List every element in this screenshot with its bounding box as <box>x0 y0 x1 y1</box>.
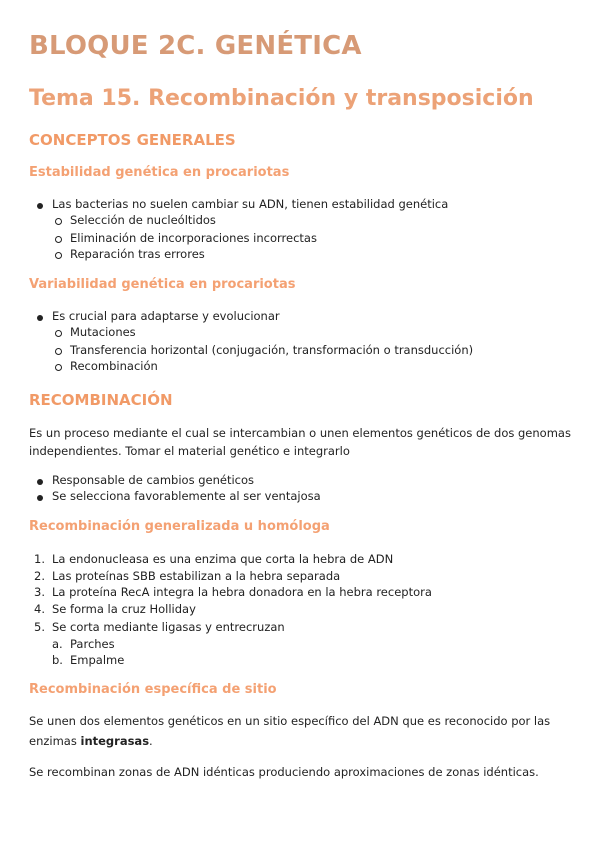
section-heading-conceptos: CONCEPTOS GENERALES <box>29 131 236 149</box>
list-item: La endonucleasa es una enzima que corta la hebra de ADN <box>52 552 394 566</box>
list-item: Transferencia horizontal (conjugación, transformación o transducción) <box>70 343 474 357</box>
list-item: Las bacterias no suelen cambiar su ADN, tienen estabilidad genética <box>52 197 449 211</box>
bullet-circle <box>55 218 62 225</box>
list-item: Mutaciones <box>70 325 136 339</box>
paragraph-line: Se recombinan zonas de ADN idénticas produciendo aproximaciones de zonas idénticas. <box>29 765 539 779</box>
list-marker: 2. <box>34 569 45 583</box>
list-marker: 1. <box>34 552 45 566</box>
list-item: Parches <box>70 637 115 651</box>
paragraph-text: enzimas <box>29 734 81 748</box>
list-marker: 5. <box>34 620 45 634</box>
subsection-heading-variabilidad: Variabilidad genética en procariotas <box>29 277 296 292</box>
list-marker: b. <box>52 653 63 667</box>
bullet-circle <box>55 364 62 371</box>
list-marker: 4. <box>34 602 45 616</box>
page-subtitle: Tema 15. Recombinación y transposición <box>29 86 534 111</box>
section-heading-recombinacion: RECOMBINACIÓN <box>29 391 173 409</box>
list-item: Eliminación de incorporaciones incorrectas <box>70 231 317 245</box>
list-item: Se forma la cruz Holliday <box>52 602 196 616</box>
bullet-dot <box>37 495 43 501</box>
subsection-heading-especifica: Recombinación específica de sitio <box>29 682 277 697</box>
list-item: Es crucial para adaptarse y evolucionar <box>52 309 280 323</box>
subsection-heading-generalizada: Recombinación generalizada u homóloga <box>29 519 330 534</box>
list-item: Se corta mediante ligasas y entrecruzan <box>52 620 285 634</box>
list-item: Empalme <box>70 653 125 667</box>
list-item: Se selecciona favorablemente al ser ventajosa <box>52 489 321 503</box>
bullet-circle <box>55 330 62 337</box>
bullet-circle <box>55 252 62 259</box>
page-title: BLOQUE 2C. GENÉTICA <box>29 31 362 61</box>
bullet-dot <box>37 479 43 485</box>
bullet-circle <box>55 236 62 243</box>
list-marker: 3. <box>34 585 45 599</box>
list-marker: a. <box>52 637 63 651</box>
paragraph-line: Es un proceso mediante el cual se intercambian o unen elementos genéticos de dos genomas <box>29 426 571 440</box>
bullet-dot <box>37 203 43 209</box>
paragraph-line <box>29 732 153 751</box>
list-item: La proteína RecA integra la hebra donadora en la hebra receptora <box>52 585 432 599</box>
list-item: Selección de nucleóltidos <box>70 213 216 227</box>
bullet-dot <box>37 315 43 321</box>
subsection-heading-estabilidad: Estabilidad genética en procariotas <box>29 165 290 180</box>
list-item: Las proteínas SBB estabilizan a la hebra separada <box>52 569 341 583</box>
paragraph-line: Se unen dos elementos genéticos en un sitio específico del ADN que es reconocido por las <box>29 714 551 728</box>
paragraph-line: independientes. Tomar el material genético e integrarlo <box>29 444 350 458</box>
list-item: Responsable de cambios genéticos <box>52 473 255 487</box>
bold-term-integrasas: integrasas <box>80 734 150 748</box>
paragraph-text: . <box>149 734 153 748</box>
list-item: Recombinación <box>70 359 158 373</box>
bullet-circle <box>55 348 62 355</box>
list-item: Reparación tras errores <box>70 247 205 261</box>
